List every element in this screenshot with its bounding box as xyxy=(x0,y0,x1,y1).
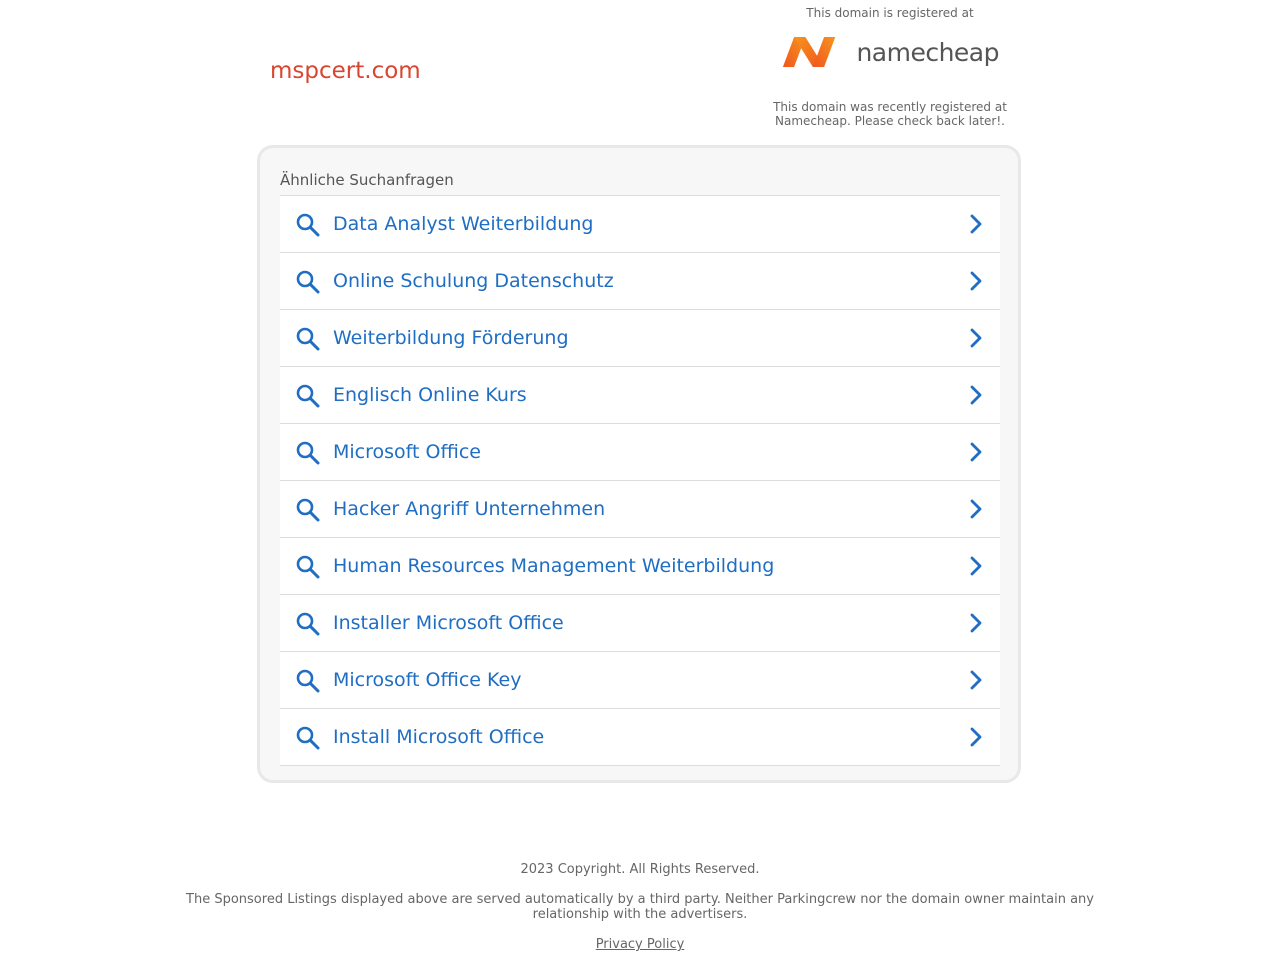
chevron-right-icon xyxy=(968,555,984,577)
related-search-label: Data Analyst Weiterbildung xyxy=(333,213,594,235)
chevron-right-icon xyxy=(968,726,984,748)
privacy-policy-link[interactable]: Privacy Policy xyxy=(595,937,685,952)
chevron-right-icon xyxy=(968,441,984,463)
search-icon xyxy=(295,269,321,295)
search-icon xyxy=(295,725,321,751)
search-icon xyxy=(295,212,321,238)
related-search-item[interactable] xyxy=(280,652,1000,709)
related-search-item[interactable] xyxy=(280,709,1000,766)
footer xyxy=(0,862,1280,953)
related-search-label: Human Resources Management Weiterbildung xyxy=(333,555,775,577)
namecheap-logo-icon xyxy=(781,32,848,72)
chevron-right-icon xyxy=(968,384,984,406)
chevron-right-icon xyxy=(968,669,984,691)
related-search-label: Installer Microsoft Office xyxy=(333,612,564,634)
chevron-right-icon xyxy=(968,213,984,235)
chevron-right-icon xyxy=(968,327,984,349)
registrar-name: namecheap xyxy=(856,37,999,67)
related-search-label: Hacker Angriff Unternehmen xyxy=(333,498,606,520)
registered-at-label: This domain is registered at xyxy=(806,6,974,20)
related-search-item[interactable] xyxy=(280,196,1000,253)
recently-registered-note xyxy=(760,100,1020,128)
related-search-label: Englisch Online Kurs xyxy=(333,384,527,406)
domain-name-link[interactable]: mspcert.com xyxy=(270,58,421,84)
related-searches-list xyxy=(280,195,1000,766)
related-search-item[interactable] xyxy=(280,481,1000,538)
related-search-label: Microsoft Office xyxy=(333,441,481,463)
related-search-item[interactable] xyxy=(280,367,1000,424)
related-search-label: Weiterbildung Förderung xyxy=(333,327,569,349)
search-icon xyxy=(295,497,321,523)
namecheap-logo[interactable] xyxy=(781,30,999,74)
registrar-box xyxy=(760,5,1020,128)
related-search-item[interactable] xyxy=(280,310,1000,367)
search-icon xyxy=(295,668,321,694)
related-search-item[interactable] xyxy=(280,424,1000,481)
related-searches-card xyxy=(257,145,1021,783)
search-icon xyxy=(295,383,321,409)
related-search-label: Online Schulung Datenschutz xyxy=(333,270,614,292)
related-searches-title: Ähnliche Suchanfragen xyxy=(280,171,454,189)
related-search-label: Install Microsoft Office xyxy=(333,726,545,748)
search-icon xyxy=(295,611,321,637)
chevron-right-icon xyxy=(968,270,984,292)
related-search-label: Microsoft Office Key xyxy=(333,669,522,691)
related-search-item[interactable] xyxy=(280,595,1000,652)
disclaimer-text: The Sponsored Listings displayed above are served automatically by a third party. Neither Parkingcrew nor the domain owner maintain any relationship with the advertisers. xyxy=(186,892,1094,922)
search-icon xyxy=(295,554,321,580)
chevron-right-icon xyxy=(968,612,984,634)
search-icon xyxy=(295,326,321,352)
search-icon xyxy=(295,440,321,466)
recently-note-line1: This domain was recently registered at xyxy=(773,100,1007,114)
recently-note-line2: Namecheap. Please check back later!. xyxy=(775,114,1005,128)
related-search-item[interactable] xyxy=(280,538,1000,595)
related-search-item[interactable] xyxy=(280,253,1000,310)
chevron-right-icon xyxy=(968,498,984,520)
copyright-text: 2023 Copyright. All Rights Reserved. xyxy=(520,862,760,877)
